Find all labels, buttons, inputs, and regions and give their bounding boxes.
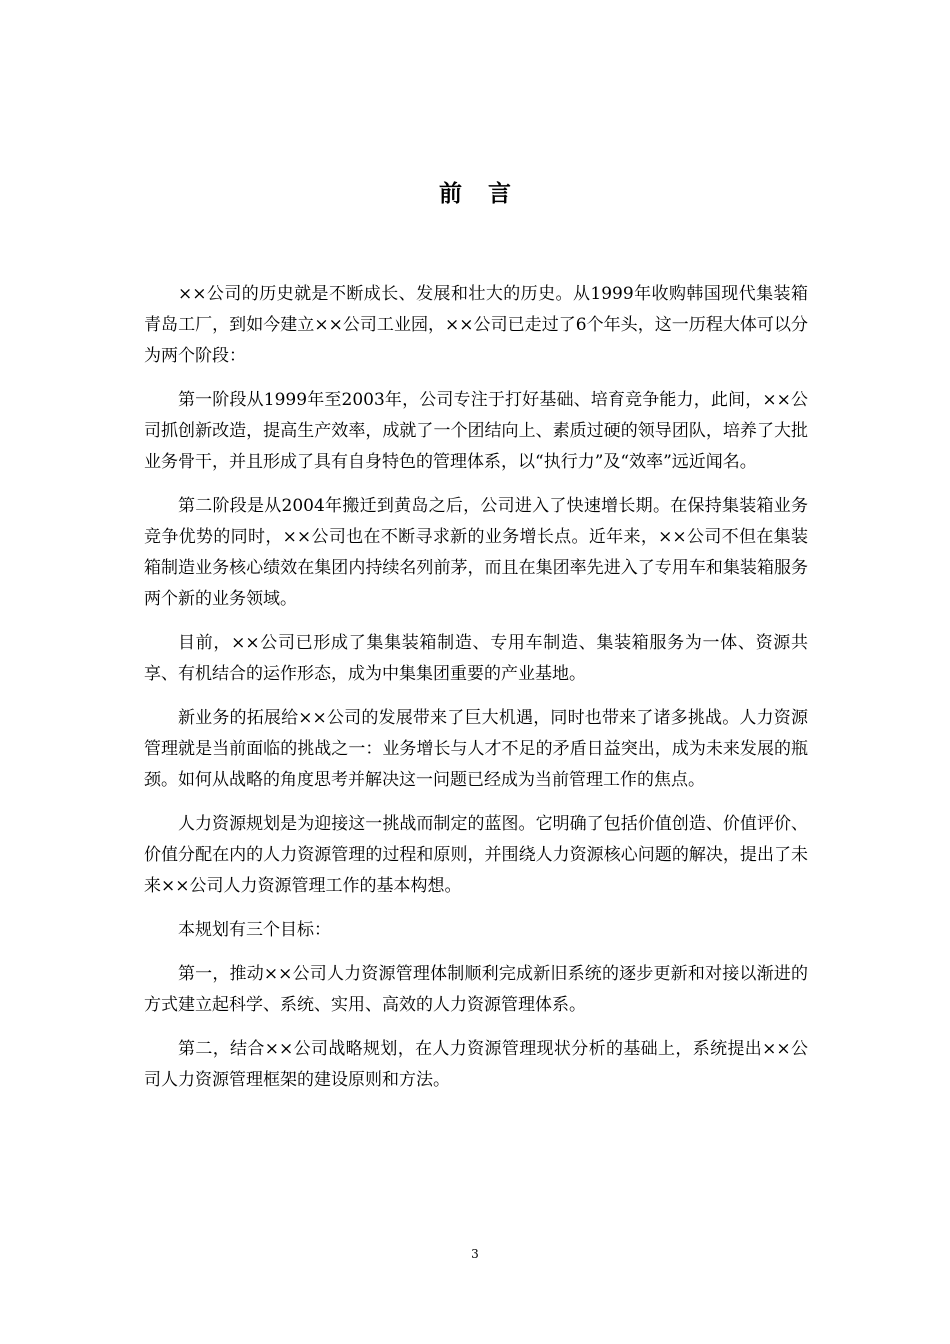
- paragraph-goal-two: 第二，结合××公司战略规划，在人力资源管理现状分析的基础上，系统提出××公司人力资源管理框架的建设原则和方法。: [144, 1039, 808, 1090]
- page-number: 3: [471, 1247, 479, 1261]
- paragraph-stage-two: 第二阶段是从2004年搬迁到黄岛之后，公司进入了快速增长期。在保持集装箱业务竞争优势的同时，××公司也在不断寻求新的业务增长点。近年来，××公司不但在集装箱制造业务核心绩效在集团内持续名列前茅，而且在集团率先进入了专用车和集装箱服务两个新的业务领域。: [144, 496, 808, 609]
- paragraph-challenges: 新业务的拓展给××公司的发展带来了巨大机遇，同时也带来了诸多挑战。人力资源管理就是当前面临的挑战之一：业务增长与人才不足的矛盾日益突出，成为未来发展的瓶颈。如何从战略的角度思考并解决这一问题已经成为当前管理工作的焦点。: [144, 708, 808, 790]
- paragraph-goal-one: 第一，推动××公司人力资源管理体制顺利完成新旧系统的逐步更新和对接以渐进的方式建立起科学、系统、实用、高效的人力资源管理体系。: [144, 964, 808, 1015]
- paragraph-history: ××公司的历史就是不断成长、发展和壮大的历史。从1999年收购韩国现代集装箱青岛工厂，到如今建立××公司工业园，××公司已走过了6个年头，这一历程大体可以分为两个阶段：: [144, 284, 808, 366]
- paragraph-current-status: 目前，××公司已形成了集集装箱制造、专用车制造、集装箱服务为一体、资源共享、有机结合的运作形态，成为中集集团重要的产业基地。: [144, 633, 808, 684]
- paragraph-goals-intro: 本规划有三个目标：: [178, 920, 331, 940]
- paragraph-hr-plan: 人力资源规划是为迎接这一挑战而制定的蓝图。它明确了包括价值创造、价值评价、价值分配在内的人力资源管理的过程和原则，并围绕人力资源核心问题的解决，提出了未来××公司人力资源管理工作的基本构想。: [144, 814, 808, 896]
- paragraph-stage-one: 第一阶段从1999年至2003年，公司专注于打好基础、培育竞争能力，此间，××公司抓创新改造，提高生产效率，成就了一个团结向上、素质过硬的领导团队，培养了大批业务骨干，并且形成了具有自身特色的管理体系，以“执行力”及“效率”远近闻名。: [144, 390, 808, 472]
- page-title: 前言: [439, 180, 537, 207]
- document-body: [144, 279, 808, 1109]
